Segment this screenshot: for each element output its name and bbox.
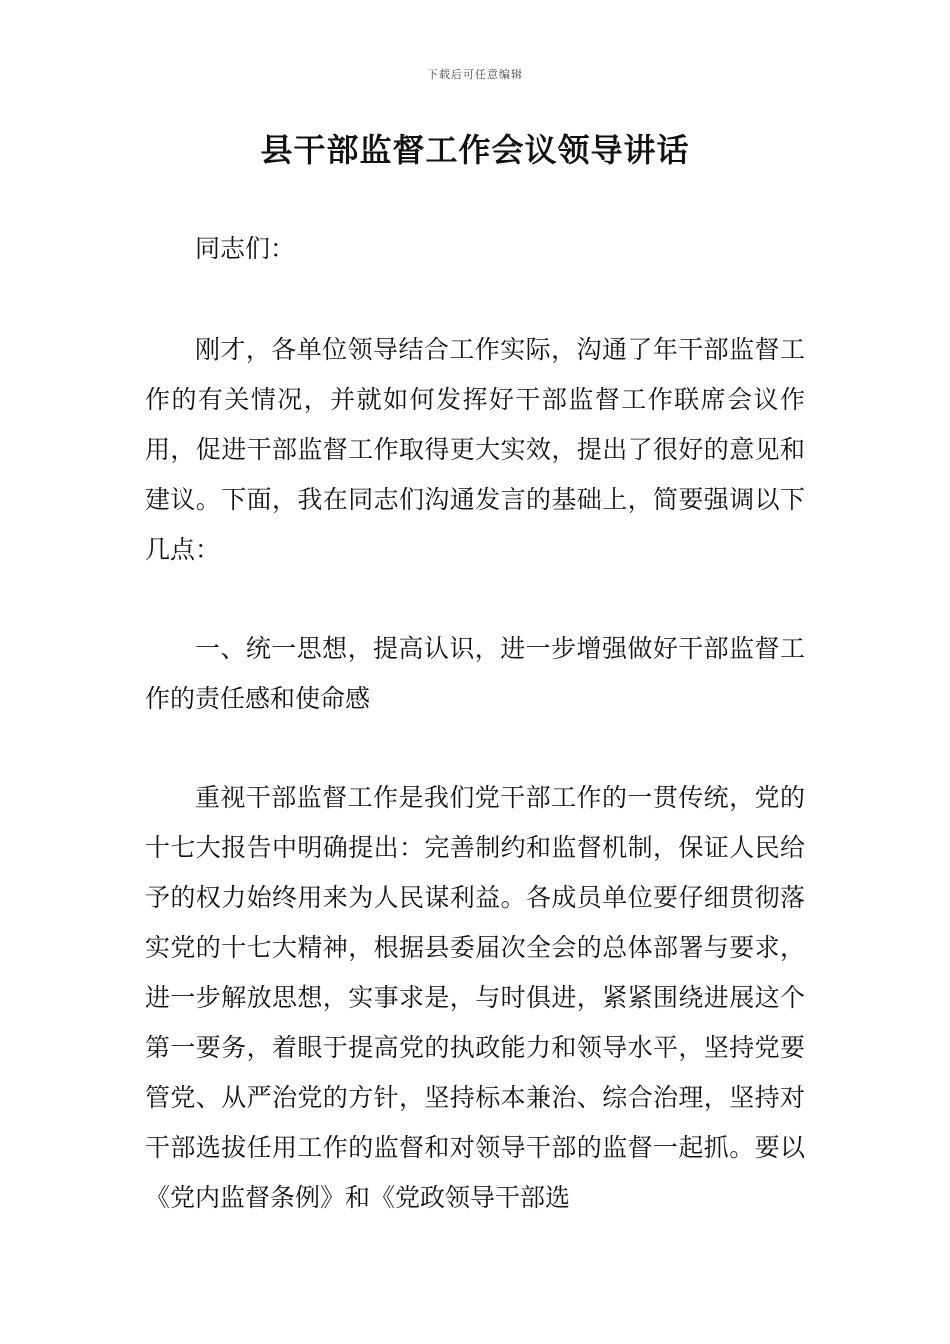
section-heading-1: 一、统一思想，提高认识，进一步增强做好干部监督工作的责任感和使命感	[145, 634, 805, 713]
document-title: 县干部监督工作会议领导讲话	[260, 131, 690, 169]
paragraph-section-1-body: 重视干部监督工作是我们党干部工作的一贯传统，党的十七大报告中明确提出：完善制约和监督机制，保证人民给予的权力始终用来为人民谋利益。各成员单位要仔细贯彻落实党的十七大精神，根据县委届次全会的总体部署与要求，进一步解放思想，实事求是，与时俱进，紧紧围绕进展这个第一要务，着眼于提高党的执政能力和领导水平，坚持党要管党、从严治党的方针，坚持标本兼治、综合治理，坚持对干部选拔任用工作的监督和对领导干部的监督一起抓。要以《党内监督条例》和《党政领导干部选	[145, 783, 805, 1212]
header-note: 下载后可任意编辑	[427, 68, 523, 81]
greeting: 同志们：	[195, 234, 296, 263]
paragraph-opening: 刚才，各单位领导结合工作实际，沟通了年干部监督工作的有关情况，并就如何发挥好干部监督工作联席会议作用，促进干部监督工作取得更大实效，提出了很好的意见和建议。下面，我在同志们沟通发言的基础上，简要强调以下几点：	[145, 335, 805, 564]
